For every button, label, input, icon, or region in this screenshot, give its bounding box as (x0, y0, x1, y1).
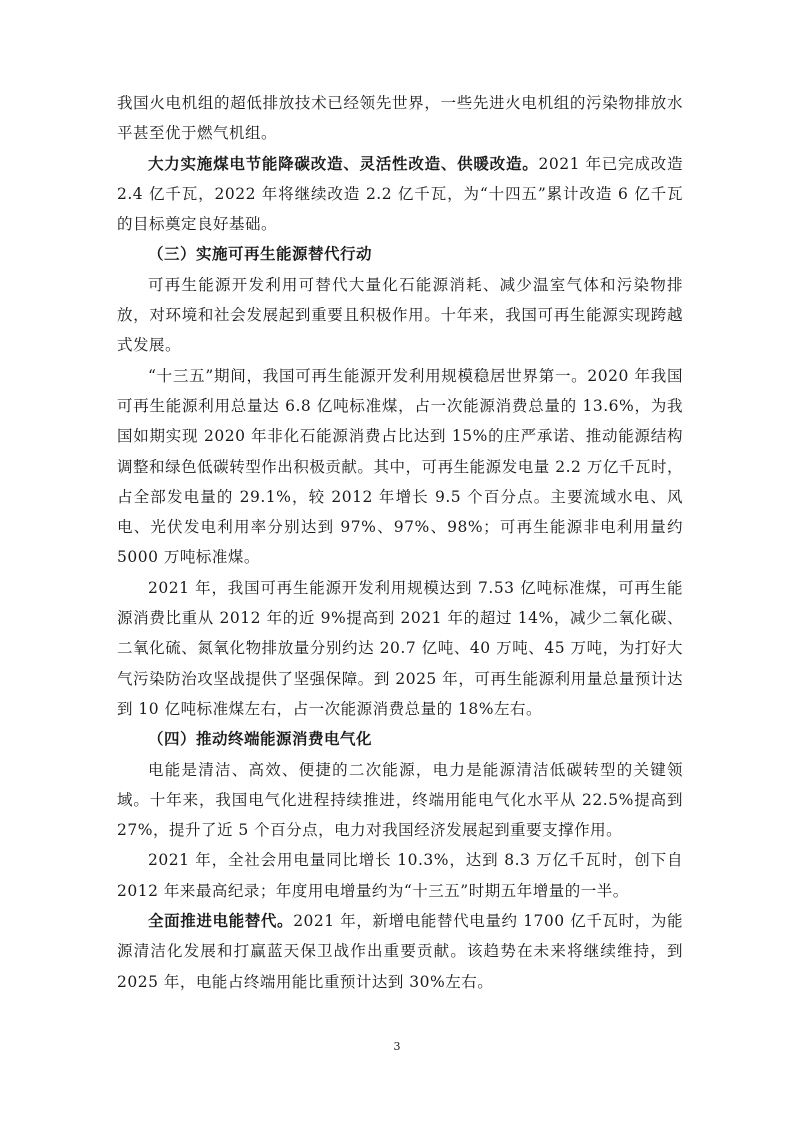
page-number: 3 (393, 1040, 401, 1053)
section-heading-electrification: （四）推动终端能源消费电气化 (148, 729, 373, 749)
section-heading-renewables: （三）实施可再生能源替代行动 (148, 244, 373, 264)
coal-retrofit-heading: 大力实施煤电节能降碳改造、灵活性改造、供暖改造。 (148, 153, 539, 173)
electric-substitution-heading: 全面推进电能替代。 (148, 911, 294, 931)
document-body (117, 88, 683, 997)
paragraph-electric-substitution (117, 906, 683, 997)
paragraph-electricity-consumption-2021: 2021 年，全社会用电量同比增长 10.3%，达到 8.3 万亿千瓦时，创下自 2012 年来最高纪录；年度用电增量约为“十三五”时期五年增量的一半。 (117, 851, 683, 900)
paragraph-coal-retrofit (117, 149, 683, 240)
paragraph-renewables-intro: 可再生能源开发利用可替代大量化石能源消耗、减少温室气体和污染物排放，对环境和社会发展起到重要且积极作用。十年来，我国可再生能源实现跨越式发展。 (117, 275, 683, 355)
electric-substitution-text: 2021 年，新增电能替代电量约 1700 亿千瓦时，为能源清洁化发展和打赢蓝天保卫战作出重要贡献。该趋势在未来将继续维持，到 2025 年，电能占终端用能比重预计达到 30%左右。 (117, 912, 683, 991)
paragraph-renewables-13th-fyp: “十三五”期间，我国可再生能源开发利用规模稳居世界第一。2020 年我国可再生能源利用总量达 6.8 亿吨标准煤，占一次能源消费总量的 13.6%，为我国如期实现 2020 年非化石能源消费占比达到 15%的庄严承诺、推动能源结构调整和绿色低碳转型作出积极贡献。其中，可再生能源发电量 2.2 万亿千瓦时，占全部发电量的 29.1%，较 2012 年增长 9.5 个百分点。主要流域水电、风电、光伏发电利用率分别达到 97%、97%、98%；可再生能源非电利用量约 5000 万吨标准煤。 (117, 366, 683, 567)
paragraph-thermal-emissions: 我国火电机组的超低排放技术已经领先世界，一些先进火电机组的污染物排放水平甚至优于燃气机组。 (117, 94, 683, 143)
coal-retrofit-text: 2021 年已完成改造 2.4 亿千瓦，2022 年将继续改造 2.2 亿千瓦，为“十四五”累计改造 6 亿千瓦的目标奠定良好基础。 (117, 154, 683, 234)
paragraph-renewables-2021: 2021 年，我国可再生能源开发利用规模达到 7.53 亿吨标准煤，可再生能源消费比重从 2012 年的近 9%提高到 2021 年的超过 14%，减少二氧化碳、二氧化硫、氮氧化物排放量分别约达 20.7 亿吨、40 万吨、45 万吨，为打好大气污染防治攻坚战提供了坚强保障。到 2025 年，可再生能源利用量总量预计达到 10 亿吨标准煤左右，占一次能源消费总量的 18%左右。 (117, 578, 683, 718)
paragraph-electrification-intro: 电能是清洁、高效、便捷的二次能源，电力是能源清洁低碳转型的关键领域。十年来，我国电气化进程持续推进，终端用能电气化水平从 22.5%提高到 27%，提升了近 5 个百分点，电力对我国经济发展起到重要支撑作用。 (117, 760, 683, 840)
